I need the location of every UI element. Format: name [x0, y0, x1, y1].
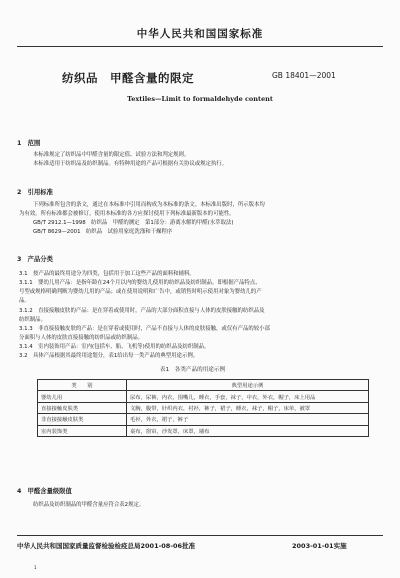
- section-2-line: 为有效。所有标准都会被修订，使用本标准的各方应探讨使用下列标准最新版本的可能性。: [19, 211, 235, 217]
- table-row: [38, 391, 369, 402]
- section-3-line: 3.1.4 室内装饰用产品：室内(包括车、船、飞机等)使用的纺织品及纺织制品。: [19, 344, 210, 350]
- approval-statement: 中华人民共和国国家质量监督检验检疫总局2001-08-06批准: [17, 542, 196, 550]
- table-cell-category: 非直接接触皮肤类: [38, 414, 127, 425]
- table-row: [38, 402, 369, 413]
- footer-rule: [17, 535, 383, 536]
- table-header-row: [38, 380, 369, 391]
- table-row: [38, 425, 369, 436]
- section-3-line: 3.1 按产品的最终用途分为四类，包括用于加工这些产品的面料和辅料。: [19, 271, 195, 277]
- section-3-line: 号型或规格明确判断为婴幼儿用的产品；或在使用说明和广告中，或销售时明示使用对象为婴幼儿的产: [19, 289, 262, 295]
- section-3-line: 3.2 具体产品根据其最终用途划分，表1给出每一类产品的典型用途示例。: [19, 353, 199, 359]
- table-header-category: 类 别: [38, 380, 127, 391]
- page-number: 1: [34, 565, 37, 570]
- section-4-heading: 4 甲醛含量级限值: [17, 488, 72, 495]
- header-rule: [17, 46, 383, 47]
- table-cell-examples: 毛衫，外衣，裙子，裤子: [127, 414, 369, 425]
- section-3-line: 3.1.3 非直接接触皮肤的产品：是在穿着或使用时，产品不直接与人体的皮肤接触，或仅有产品的较小部: [19, 326, 270, 332]
- section-3-line: 3.1.2 直接接触皮肤的产品：是在穿着或使用时，产品的大部分面积直接与人体的皮肤接触的纺织品及: [19, 308, 265, 314]
- product-usage-table: [37, 379, 369, 437]
- section-1-line: 本标准规定了纺织品中甲醛含量的限定值、试验方法和判定规则。: [33, 152, 190, 158]
- implementation-date: 2003-01-01实施: [292, 542, 347, 550]
- issuing-authority: 中华人民共和国国家标准: [136, 28, 264, 40]
- section-3-line: 纺织制品。: [19, 317, 46, 323]
- referenced-standard: GB/T 8629—2001 纺织品 试验用家庭洗涤和干燥程序: [33, 229, 173, 235]
- table-cell-category: 室内装饰类: [38, 425, 127, 436]
- document-title-english: Textiles—Limit to formaldehyde content: [127, 95, 273, 103]
- standard-number: GB 18401—2001: [272, 71, 336, 80]
- section-4-line: 纺织品及纺织制品的甲醛含量应符合表2规定。: [33, 502, 145, 508]
- table-cell-examples: 文胸，腹带，针织内衣，衬衫，裤子，裙子，睡衣，袜子，帽子，床单，被罩: [127, 402, 369, 413]
- table-header-examples: 典型用途示例: [127, 380, 369, 391]
- document-title: 纺织品 甲醛含量的限定: [62, 71, 194, 85]
- section-3-line: 分面积与人体的皮肤直接接触的纺织品或纺织制品。: [19, 335, 143, 341]
- table-cell-examples: 尿布，尿裤，内衣，围嘴儿，睡衣，手套，袜子，中衣，外衣，帽子，床上用品: [127, 391, 369, 402]
- table-caption: 表1 各类产品的用途示例: [160, 367, 226, 373]
- section-2-line: 下列标准所包含的条文，通过在本标准中引用而构成为本标准的条文。本标准出版时，所示版本均: [33, 202, 265, 208]
- table-cell-category: 直接接触皮肤类: [38, 402, 127, 413]
- table-row: [38, 414, 369, 425]
- referenced-standard: GB/T 2912.1—1998 纺织品 甲醛的测定 第1部分：游离水解的甲醛(水萃取法): [33, 220, 234, 226]
- section-1-line: 本标准适用于纺织品及纺织制品。有特种用途的产品可根据有关协议或规定执行。: [33, 161, 228, 167]
- section-3-heading: 3 产品分类: [17, 256, 53, 263]
- section-3-line: 品。: [19, 298, 30, 304]
- section-1-heading: 1 范围: [17, 140, 41, 147]
- table-cell-category: 婴幼儿用: [38, 391, 127, 402]
- section-3-line: 3.1.1 婴幼儿用产品：是指年龄在24个月以内的婴幼儿使用的纺织品及纺织制品。即根据产品特点、: [19, 280, 261, 286]
- table-cell-examples: 桌布，窗帘，沙发罩，床罩，墙布: [127, 425, 369, 436]
- section-2-heading: 2 引用标准: [17, 189, 53, 196]
